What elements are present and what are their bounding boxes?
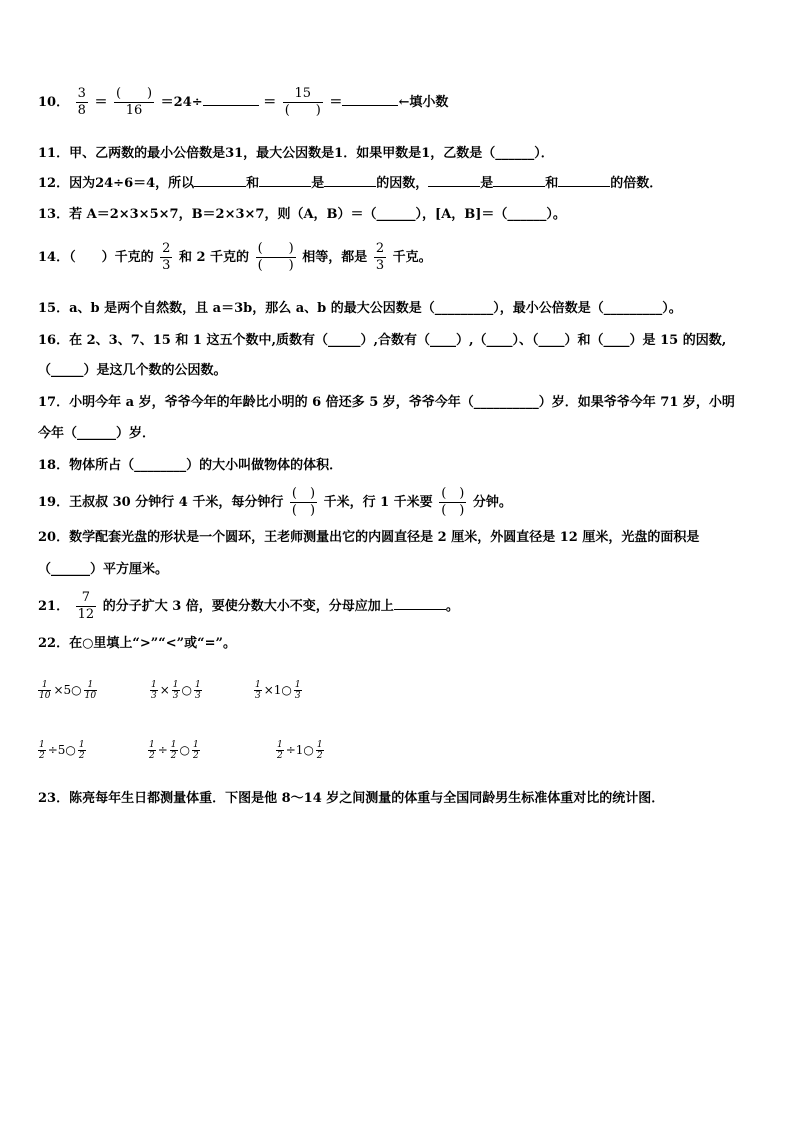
answer-blank[interactable] bbox=[493, 174, 545, 187]
question-15: 15．a、b 是两个自然数，且 a＝3b，那么 a、b 的最大公因数是（_________），最小公倍数是（_________）。 bbox=[38, 301, 682, 316]
compare-circle[interactable]: ×5○ bbox=[53, 683, 82, 697]
compare-item-2: $\frac{1}{3}$ × $\frac{1}{3}$ ○ $\frac{1}{3}$ bbox=[151, 680, 201, 701]
question-16-line-1: 16．在 2、3、7、15 和 1 这五个数中,质数有（_____）,合数有（____）,（____）、（____）和（____）是 15 的因数, bbox=[38, 333, 727, 348]
question-10: 10． $\frac{3}{8}$ ＝ $\frac{( )}{16}$ ＝24÷ ＝ $\frac{15}{( )}$ ＝ ←填小数 bbox=[38, 86, 449, 118]
question-21: 21． $\frac{7}{12}$ 的分子扩大 3 倍，要使分数大小不变，分母应加上 。 bbox=[38, 590, 459, 622]
answer-blank[interactable] bbox=[558, 174, 610, 187]
answer-blank[interactable] bbox=[394, 597, 446, 610]
q19-fraction-2: $\frac{( )}{( )}$ bbox=[441, 486, 465, 518]
question-23: 23．陈亮每年生日都测量体重．下图是他 8～14 岁之间测量的体重与全国同龄男生标准体重对比的统计图． bbox=[38, 791, 665, 806]
compare-item-6: $\frac{1}{2}$ ÷1○ $\frac{1}{2}$ bbox=[277, 740, 323, 761]
compare-circle[interactable]: ○ bbox=[181, 683, 193, 697]
question-17-line-1: 17．小明今年 a 岁，爷爷今年的年龄比小明的 6 倍还多 5 岁，爷爷今年（__________）岁．如果爷爷今年 71 岁，小明 bbox=[38, 395, 735, 410]
question-20-line-2: （______）平方厘米。 bbox=[38, 562, 169, 577]
question-20-line-1: 20．数学配套光盘的形状是一个圆环，王老师测量出它的内圆直径是 2 厘米，外圆直径是 12 厘米，光盘的面积是 bbox=[38, 530, 700, 545]
answer-blank[interactable] bbox=[428, 174, 480, 187]
q10-number: 10． bbox=[38, 95, 70, 110]
compare-circle[interactable]: ÷1○ bbox=[285, 743, 314, 757]
q14-fraction-3: $\frac{2}{3}$ bbox=[375, 241, 385, 273]
q10-fraction-2: $\frac{( )}{16}$ bbox=[115, 86, 153, 118]
question-16-line-2: （_____）是这几个数的公因数。 bbox=[38, 363, 227, 378]
question-11: 11．甲、乙两数的最小公倍数是31，最大公因数是1．如果甲数是1，乙数是（______）． bbox=[38, 146, 554, 161]
question-12: 12．因为24÷6＝4，所以 和 是 的因数， 是 和 的倍数． bbox=[38, 176, 663, 191]
question-17-line-2: 今年（______）岁． bbox=[38, 426, 156, 441]
compare-item-5: $\frac{1}{2}$ ÷ $\frac{1}{2}$ ○ $\frac{1}{2}$ bbox=[149, 740, 199, 761]
q10-fraction-3: $\frac{15}{( )}$ bbox=[284, 86, 321, 118]
answer-blank[interactable] bbox=[342, 93, 398, 106]
compare-circle[interactable]: ○ bbox=[179, 743, 191, 757]
q14-fraction-2: $\frac{( )}{( )}$ bbox=[257, 241, 294, 273]
question-14: 14．（ ）千克的 $\frac{2}{3}$ 和 2 千克的 $\frac{( )}{( )}$ 相等，都是 $\frac{2}{3}$ 千克。 bbox=[38, 241, 432, 273]
compare-item-4: $\frac{1}{2}$ ÷5○ $\frac{1}{2}$ bbox=[39, 740, 85, 761]
compare-item-1: $\frac{1}{10}$ ×5○ $\frac{1}{10}$ bbox=[39, 680, 97, 701]
question-19: 19．王叔叔 30 分钟行 4 千米，每分钟行 $\frac{( )}{( )}$ 千米，行 1 千米要 $\frac{( )}{( )}$ 分钟。 bbox=[38, 486, 512, 518]
compare-item-3: $\frac{1}{3}$ ×1○ $\frac{1}{3}$ bbox=[255, 680, 301, 701]
answer-blank[interactable] bbox=[259, 174, 311, 187]
question-18: 18．物体所占（________）的大小叫做物体的体积． bbox=[38, 458, 343, 473]
answer-blank[interactable] bbox=[194, 174, 246, 187]
q19-fraction-1: $\frac{( )}{( )}$ bbox=[291, 486, 316, 518]
answer-blank[interactable] bbox=[203, 93, 259, 106]
compare-circle[interactable]: ÷5○ bbox=[47, 743, 76, 757]
answer-blank[interactable] bbox=[324, 174, 376, 187]
q10-fraction-1: $\frac{3}{8}$ bbox=[77, 86, 86, 118]
q14-fraction-1: $\frac{2}{3}$ bbox=[162, 241, 171, 273]
compare-circle[interactable]: ×1○ bbox=[263, 683, 292, 697]
question-22: 22．在○里填上“>”“<”或“=”。 bbox=[38, 636, 236, 651]
q21-fraction: $\frac{7}{12}$ bbox=[77, 590, 95, 622]
question-13: 13．若 A＝2×3×5×7，B＝2×3×7，则（A，B）＝（______），[A，B]＝（______）。 bbox=[38, 207, 566, 222]
